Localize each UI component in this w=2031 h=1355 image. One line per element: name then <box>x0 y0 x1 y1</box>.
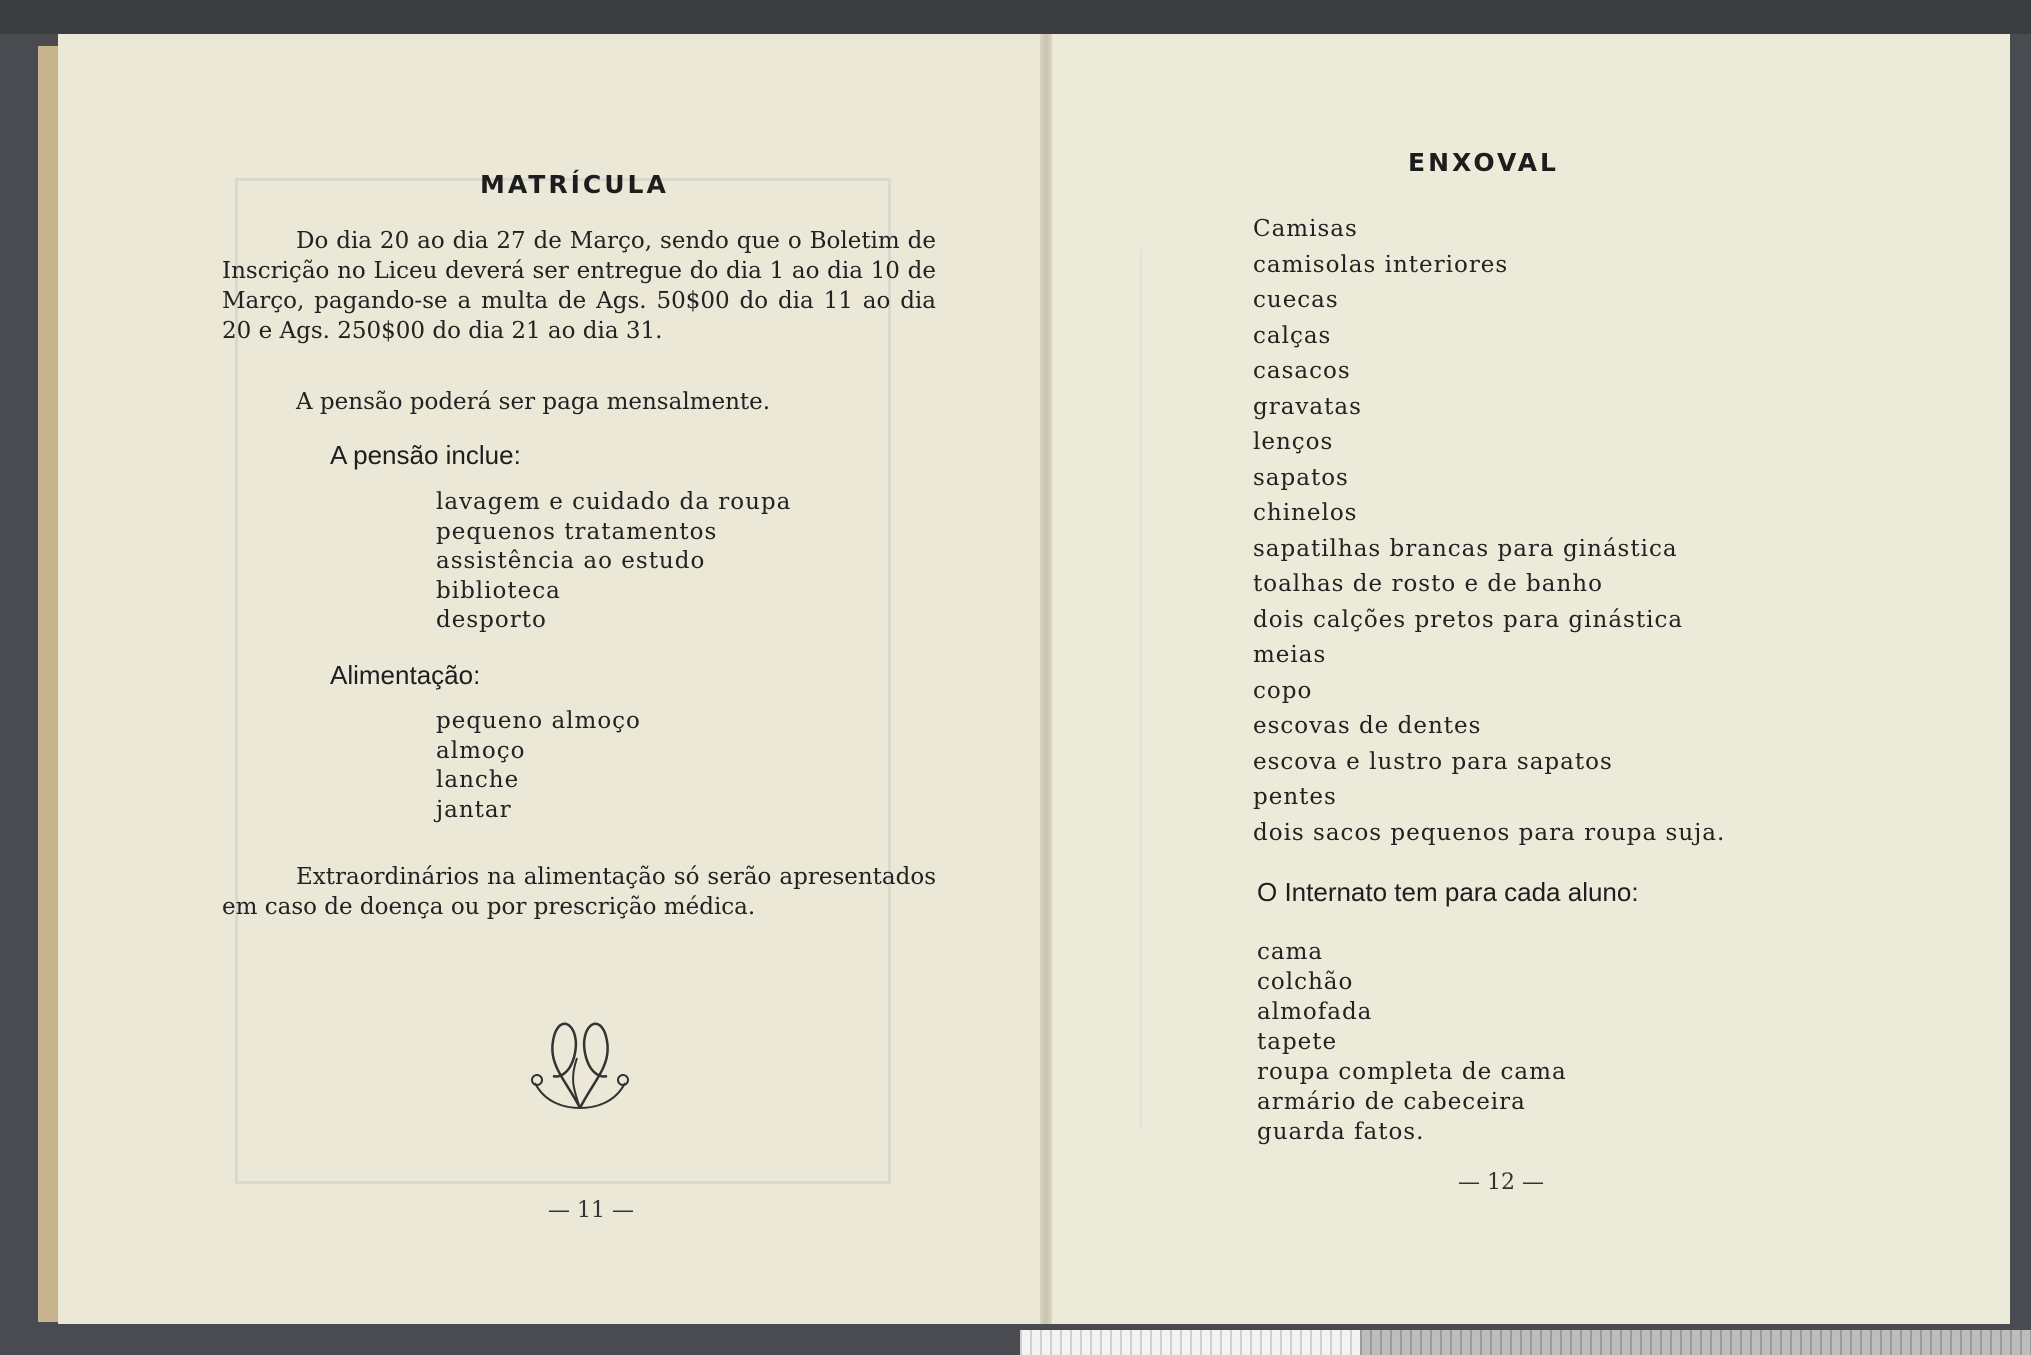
list-item: guarda fatos. <box>1257 1119 1425 1145</box>
list-item: desporto <box>436 607 547 633</box>
matricula-paragraph: Do dia 20 ao dia 27 de Março, sendo que o Boletim de Inscrição no Liceu deverá ser entregue do dia 1 ao dia 10 de Março, pagando-se a multa de Ags. 50$00 do dia 11 ao dia 20 e Ags. 250$00 do dia 21 ao dia 31. <box>222 228 936 344</box>
list-item: escovas de dentes <box>1253 713 1482 739</box>
list-item: biblioteca <box>436 577 561 604</box>
list-item: almofada <box>1257 999 1373 1025</box>
list-item: cuecas <box>1253 287 1339 313</box>
list-item: lenços <box>1253 429 1334 455</box>
extraordinary-paragraph: Extraordinários na alimentação só serão apresentados em caso de doença ou por prescrição médica. <box>222 864 936 920</box>
list-item: casacos <box>1253 358 1351 384</box>
pension-includes-label: A pensão inclue: <box>330 440 521 470</box>
list-item: tapete <box>1257 1029 1338 1055</box>
list-item: Camisas <box>1253 216 1358 242</box>
enxoval-heading: ENXOVAL <box>1408 148 1559 177</box>
page-number-right: — 12 — <box>1458 1170 1544 1195</box>
page-gutter <box>1040 34 1052 1324</box>
page-number-left: — 11 — <box>548 1198 634 1223</box>
list-item: dois sacos pequenos para roupa suja. <box>1253 819 1726 846</box>
list-item: toalhas de rosto e de banho <box>1253 571 1603 597</box>
enxoval-items-list <box>1253 212 1725 851</box>
list-item: calças <box>1253 322 1332 349</box>
list-item: lavagem e cuidado da roupa <box>436 489 792 515</box>
list-item: assistência ao estudo <box>436 548 706 574</box>
list-item: sapatilhas brancas para ginástica <box>1253 535 1678 562</box>
food-items-list <box>436 707 641 825</box>
list-item: chinelos <box>1253 500 1358 526</box>
list-item: colchão <box>1257 969 1354 995</box>
internato-label: O Internato tem para cada aluno: <box>1257 877 1639 907</box>
pension-items-list <box>436 488 791 636</box>
scan-background <box>0 0 2031 34</box>
internato-items-list <box>1257 937 1567 1147</box>
list-item: lanche <box>436 767 520 793</box>
list-item: pentes <box>1253 784 1337 810</box>
list-item: pequenos tratamentos <box>436 518 718 545</box>
scale-ruler-dark <box>1360 1330 2031 1355</box>
list-item: pequeno almoço <box>436 708 641 734</box>
list-item: roupa completa de cama <box>1257 1059 1567 1085</box>
list-item: cama <box>1257 939 1324 965</box>
food-label: Alimentação: <box>330 660 481 690</box>
list-item: escova e lustro para sapatos <box>1253 748 1613 775</box>
list-item: copo <box>1253 677 1313 704</box>
list-item: camisolas interiores <box>1253 251 1509 278</box>
list-item: meias <box>1253 642 1327 668</box>
pension-payment-paragraph: A pensão poderá ser paga mensalmente. <box>296 389 771 415</box>
list-item: gravatas <box>1253 393 1362 420</box>
matricula-heading: MATRÍCULA <box>480 170 669 199</box>
list-item: sapatos <box>1253 464 1349 491</box>
list-item: dois calções pretos para ginástica <box>1253 606 1684 633</box>
ornament-icon <box>525 1008 635 1118</box>
list-item: almoço <box>436 737 526 764</box>
list-item: armário de cabeceira <box>1257 1089 1526 1115</box>
list-item: jantar <box>436 796 512 823</box>
